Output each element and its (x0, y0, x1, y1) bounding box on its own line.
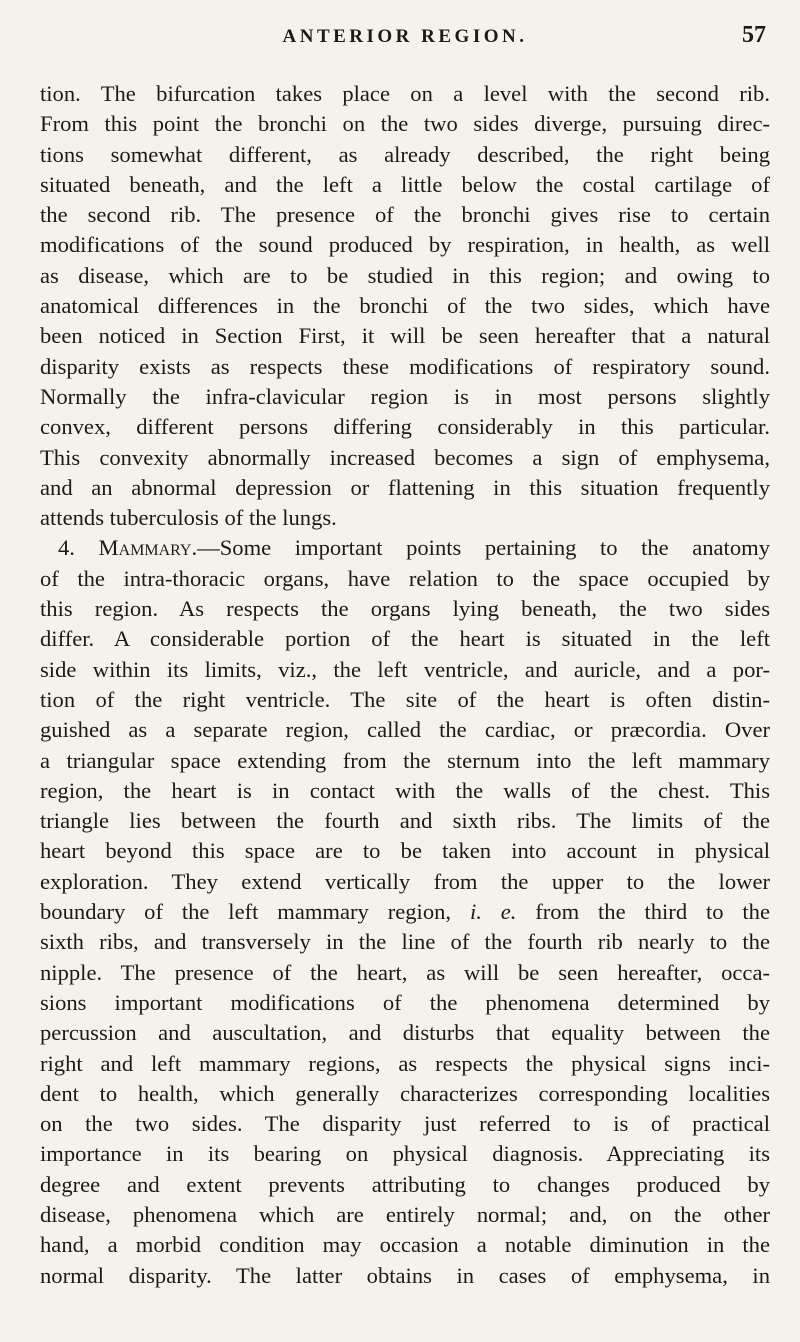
text-line: Normally the infra-clavicular region is in most persons slightly (40, 383, 770, 409)
text-line: hand, a morbid condition may occasion a notable diminution in the (40, 1232, 770, 1258)
text-line: differ. A considerable portion of the heart is situated in the left (40, 626, 770, 652)
text-line: attends tuberculosis of the lungs. (40, 505, 337, 531)
text-line: a triangular space extending from the sternum into the left mammary (40, 747, 770, 773)
section-number: 4. (58, 535, 99, 561)
text-line: on the two sides. The disparity just referred to is of practical (40, 1111, 770, 1137)
text-line: situated beneath, and the left a little below the costal cartilage of (40, 171, 770, 197)
mammary-heading-line (40, 533, 770, 563)
text-line: triangle lies between the fourth and sixth ribs. The limits of the (40, 808, 770, 834)
text-line: modifications of the sound produced by respiration, in health, as well (40, 232, 770, 258)
text-line: tion. The bifurcation takes place on a level with the second rib. (40, 81, 770, 106)
text-line: heart beyond this space are to be taken into account in physical (40, 838, 770, 864)
ie-line (40, 897, 770, 927)
text-line: this region. As respects the organs lying beneath, the two sides (40, 596, 770, 622)
text-line: dent to health, which generally characterizes corresponding localities (40, 1080, 770, 1106)
section-heading-rest: .—Some important points pertaining to the anatomy (191, 535, 770, 561)
text-line: and an abnormal depression or flattening in this situation frequently (40, 474, 770, 500)
text-line: percussion and auscultation, and disturbs that equality between the (40, 1020, 770, 1046)
text-line: disparity exists as respects these modifications of respiratory sound. (40, 353, 770, 379)
text-line: sixth ribs, and transversely in the line of the fourth rib nearly to the (40, 929, 770, 955)
text-line: the second rib. The presence of the bronchi gives rise to certain (40, 202, 770, 228)
body-text (40, 79, 770, 1291)
text-line: This convexity abnormally increased becomes a sign of emphysema, (40, 444, 770, 470)
running-title: ANTERIOR REGION. (282, 26, 528, 47)
text-line: disease, phenomena which are entirely normal; and, on the other (40, 1201, 770, 1227)
text-line: of the intra-thoracic organs, have relation to the space occupied by (40, 565, 770, 591)
text-line: anatomical differences in the bronchi of the two sides, which have (40, 293, 770, 319)
text-line: as disease, which are to be studied in this region; and owing to (40, 262, 770, 288)
section-heading: Mammary (98, 535, 192, 561)
text-line: been noticed in Section First, it will be seen hereafter that a natural (40, 323, 770, 349)
text-line: sions important modifications of the phenomena determined by (40, 989, 770, 1015)
text-line: right and left mammary regions, as respects the physical signs inci- (40, 1050, 770, 1076)
text-line: guished as a separate region, called the cardiac, or præcordia. Over (40, 717, 770, 743)
text-line: side within its limits, viz., the left ventricle, and auricle, and a por- (40, 656, 770, 682)
text-line: nipple. The presence of the heart, as will be seen hereafter, occa- (40, 959, 770, 985)
page-number: 57 (742, 22, 766, 48)
text-fragment: boundary of the left mammary region, (40, 899, 452, 925)
text-line: normal disparity. The latter obtains in cases of emphysema, in (40, 1262, 770, 1288)
text-line: From this point the bronchi on the two sides diverge, pursuing direc- (40, 111, 770, 137)
text-line: region, the heart is in contact with the walls of the chest. This (40, 777, 770, 803)
text-line: convex, different persons differing considerably in this particular. (40, 414, 770, 440)
text-line: importance in its bearing on physical diagnosis. Appreciating its (40, 1141, 770, 1167)
text-line: degree and extent prevents attributing to changes produced by (40, 1171, 770, 1197)
text-line: exploration. They extend vertically from the upper to the lower (40, 868, 770, 894)
running-head (40, 20, 770, 54)
italic-abbreviation: i. e. (469, 899, 517, 925)
text-line: tion of the right ventricle. The site of the heart is often distin- (40, 686, 770, 712)
text-line: tions somewhat different, as already described, the right being (40, 141, 770, 167)
text-fragment: from the third to the (516, 899, 770, 925)
